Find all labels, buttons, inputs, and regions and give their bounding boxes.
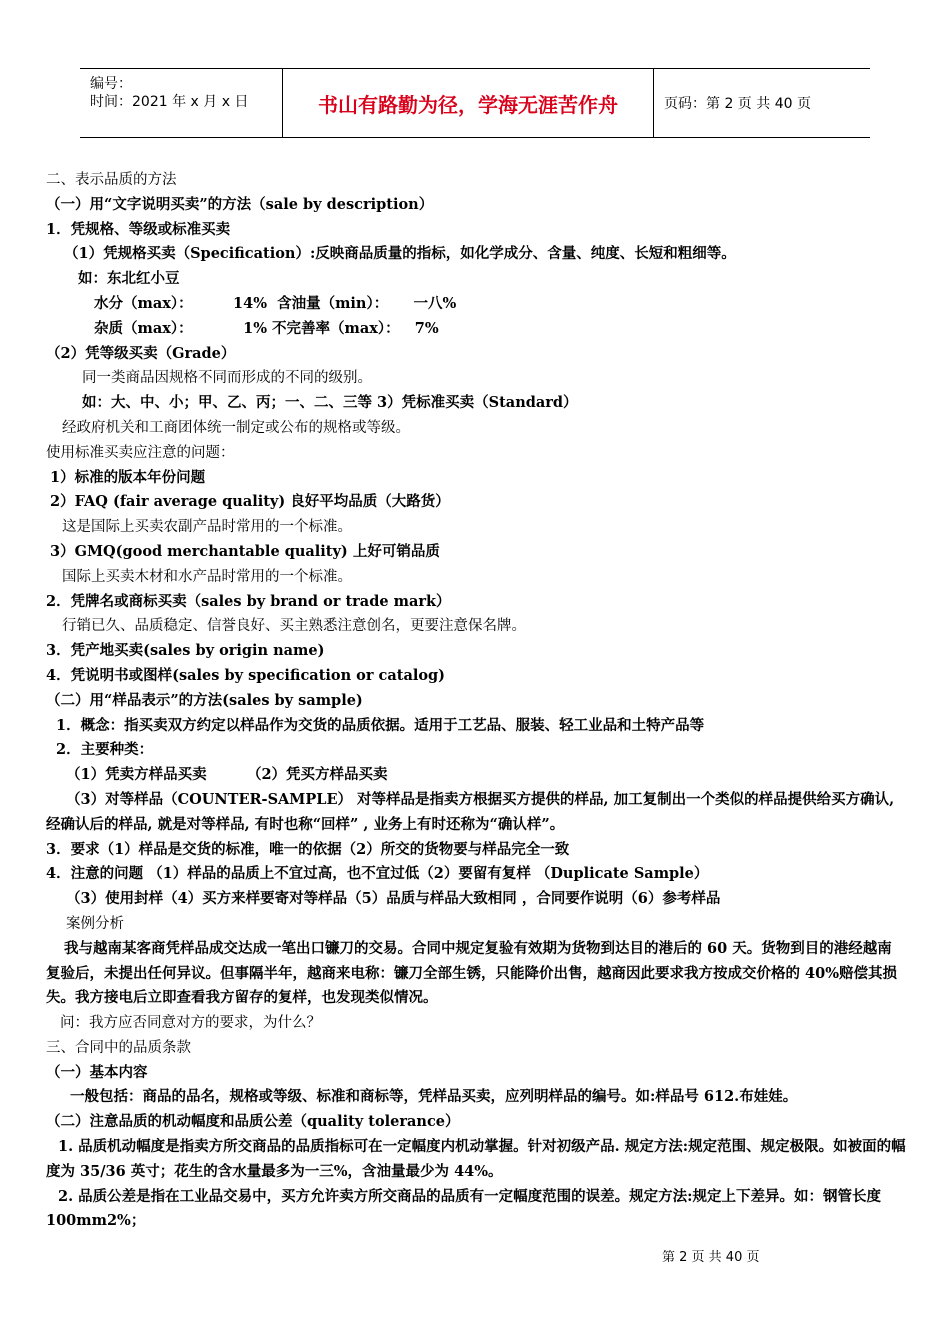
document-body — [46, 168, 906, 1234]
text-line: 一般包括：商品的品名，规格或等级、标准和商标等，凭样品买卖，应列明样品的编号。如:样品号 612.布娃娃。 — [70, 1088, 798, 1106]
text-line: 2．凭牌名或商标买卖（sales by brand or trade mark） — [46, 592, 451, 610]
subsection-heading: （一）基本内容 — [46, 1063, 148, 1081]
text-line: 2）FAQ (fair average quality) 良好平均品质（大路货） — [50, 493, 450, 511]
paragraph: 2. 品质公差是指在工业品交易中，买方允许卖方所交商品的品质有一定幅度范围的误差。规定方法:规定上下差异。如：钢管长度 100mm2%； — [46, 1187, 882, 1230]
text-line: （2）凭等级买卖（Grade） — [46, 344, 236, 362]
paragraph: 1. 品质机动幅度是指卖方所交商品的品质指标可在一定幅度内机动掌握。针对初级产品. 规定方法:规定范围、规定极限。如被面的幅度为 35/36 英寸；花生的含水量最多为一三%，含油量最少为 44%。 — [46, 1138, 906, 1180]
text-line: 这是国际上买卖农副产品时常用的一个标准。 — [62, 519, 352, 536]
text-line: 使用标准买卖应注意的问题： — [46, 444, 235, 461]
paragraph: （3）对等样品（COUNTER-SAMPLE） 对等样品是指卖方根据买方提供的样品, 加工复制出一个类似的样品提供给买方确认, 经确认后的样品, 就是对等样品, 有时也称“回样” , 业务上有时还称为“确认样”。 — [46, 790, 895, 833]
header-meta — [80, 69, 283, 137]
text-line: 1）标准的版本年份问题 — [50, 468, 206, 486]
text-line: 经政府机关和工商团体统一制定或公布的规格或等级。 — [62, 419, 410, 436]
case-paragraph: 我与越南某客商凭样品成交达成一笔出口镰刀的交易。合同中规定复验有效期为货物到达目的港后的 60 天。货物到目的港经越南复验后，未提出任何异议。但事隔半年，越商来电称：镰刀全部生锈，只能降价出售，越商因此要求我方按成交价格的 40%赔偿其损失。我方接电后立即查看我方留存的复样，也发现类似情况。 — [46, 939, 897, 1007]
text-line: 3．凭产地买卖(sales by origin name) — [46, 642, 325, 660]
text-line: （1）凭卖方样品买卖 （2）凭买方样品买卖 — [66, 766, 388, 784]
text-line: 水分（max）： 14% 含油量（min）： 一八% — [94, 294, 457, 312]
text-line: 如：东北红小豆 — [78, 270, 180, 288]
text-line: 2．主要种类： — [56, 741, 154, 759]
text-line: 行销已久、品质稳定、信誉良好、买主熟悉注意创名，更要注意保名牌。 — [62, 618, 526, 635]
case-heading: 案例分析 — [66, 915, 124, 932]
text-line: 杂质（max）： 1% 不完善率（max）： 7% — [94, 319, 439, 337]
subsection-heading: （二）用“样品表示”的方法(sales by sample) — [46, 691, 363, 709]
question-line: 问：我方应否同意对方的要求，为什么？ — [60, 1015, 321, 1032]
text-line: 1．概念：指买卖双方约定以样品作为交货的品质依据。适用于工艺品、服装、轻工业品和土特产品等 — [56, 716, 705, 734]
text-line: 3．要求（1）样品是交货的标准，唯一的依据（2）所交的货物要与样品完全一致 — [46, 840, 570, 858]
text-line: 国际上买卖木材和水产品时常用的一个标准。 — [62, 568, 352, 585]
text-line: 4．凭说明书或图样(sales by specification or catalog) — [46, 666, 446, 684]
subsection-heading: （一）用“文字说明买卖”的方法（sale by description） — [46, 195, 434, 213]
header-motto: 书山有路勤为径，学海无涯苦作舟 — [283, 69, 654, 137]
document-date-label: 时间：2021 年 x 月 x 日 — [90, 94, 249, 110]
document-number-label: 编号： — [90, 76, 132, 92]
text-line: （1）凭规格买卖（Specification）:反映商品质量的指标，如化学成分、含量、纯度、长短和粗细等。 — [64, 245, 736, 263]
section-heading: 三、合同中的品质条款 — [46, 1039, 191, 1056]
subsection-heading: （二）注意品质的机动幅度和品质公差（quality tolerance） — [46, 1113, 460, 1131]
text-line: 如：大、中、小；甲、乙、丙；一、二、三等 3）凭标准买卖（Standard） — [82, 394, 578, 412]
text-line: 同一类商品因规格不同而形成的不同的级别。 — [82, 370, 372, 387]
section-heading: 二、表示品质的方法 — [46, 172, 177, 188]
text-line: （3）使用封样（4）买方来样要寄对等样品（5）品质与样品大致相同 ，合同要作说明（6）参考样品 — [66, 890, 721, 908]
text-line: 4．注意的问题 （1）样品的品质上不宜过高，也不宜过低（2）要留有复样 （Duplicate Sample） — [46, 865, 709, 883]
page-footer: 第 2 页 共 40 页 — [662, 1250, 760, 1265]
header-page-info — [654, 69, 870, 137]
text-line: 1．凭规格、等级或标准买卖 — [46, 220, 231, 238]
header-page-text: 页码：第 2 页 共 40 页 — [664, 96, 811, 112]
page-header — [80, 68, 870, 138]
text-line: 3）GMQ(good merchantable quality) 上好可销品质 — [50, 542, 440, 560]
